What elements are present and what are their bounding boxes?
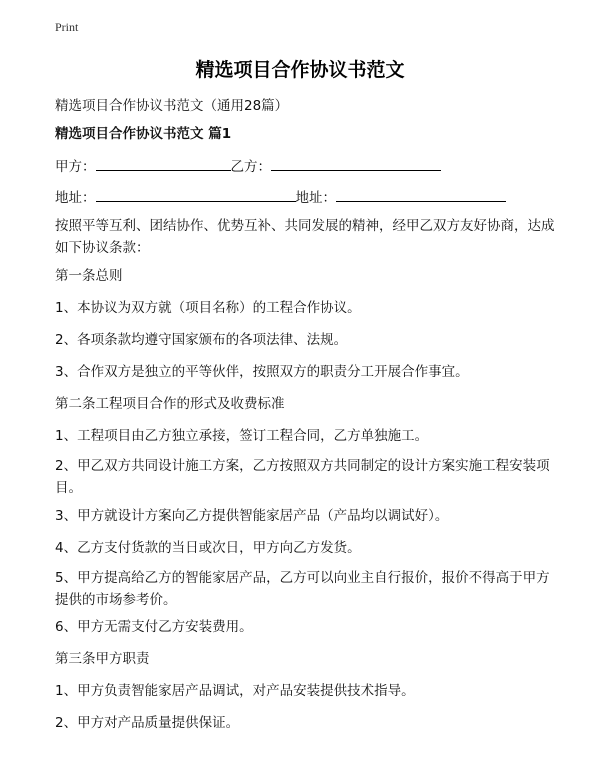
intro-paragraph: 按照平等互利、团结协作、优势互补、共同发展的精神，经甲乙双方友好协商，达成如下协议条款： — [55, 218, 555, 256]
article3-item: 1、甲方负责智能家居产品调试，对产品安装提供技术指导。 — [55, 683, 415, 699]
party-fields-row — [55, 155, 441, 177]
article2-title: 第二条工程项目合作的形式及收费标准 — [55, 396, 285, 412]
article2-item: 2、甲乙双方共同设计施工方案，乙方按照双方共同制定的设计方案实施工程安装项目。 — [55, 458, 550, 496]
address-fields-row — [55, 186, 506, 208]
party-b-label: 乙方： — [230, 159, 271, 175]
document-title: 精选项目合作协议书范文 — [195, 59, 405, 81]
article1-item: 2、各项条款均遵守国家颁布的各项法律、法规。 — [55, 332, 348, 348]
article2-item: 5、甲方提高给乙方的智能家居产品，乙方可以向业主自行报价，报价不得高于甲方提供的市场参考价。 — [55, 570, 550, 608]
address-a-label: 地址： — [55, 190, 96, 206]
address-a-blank — [96, 186, 296, 202]
document-subtitle: 精选项目合作协议书范文（通用28篇） — [55, 98, 289, 114]
article2-item: 1、工程项目由乙方独立承接，签订工程合同，乙方单独施工。 — [55, 428, 429, 444]
article2-item: 3、甲方就设计方案向乙方提供智能家居产品（产品均以调试好）。 — [55, 508, 449, 524]
address-b-blank — [336, 186, 506, 202]
address-b-label: 地址： — [295, 190, 336, 206]
article1-item: 3、合作双方是独立的平等伙伴，按照双方的职责分工开展合作事宜。 — [55, 364, 469, 380]
article3-title: 第三条甲方职责 — [55, 651, 150, 667]
party-b-blank — [271, 155, 441, 171]
article2-item: 4、乙方支付货款的当日或次日，甲方向乙方发货。 — [55, 540, 361, 556]
party-a-blank — [96, 155, 231, 171]
party-a-label: 甲方： — [55, 159, 96, 175]
article1-title: 第一条总则 — [55, 268, 123, 284]
section-heading: 精选项目合作协议书范文 篇1 — [55, 126, 232, 142]
article1-item: 1、本协议为双方就（项目名称）的工程合作协议。 — [55, 300, 361, 316]
article2-item: 6、甲方无需支付乙方安装费用。 — [55, 619, 253, 635]
print-label: Print — [55, 20, 79, 34]
article3-item: 2、甲方对产品质量提供保证。 — [55, 715, 240, 731]
